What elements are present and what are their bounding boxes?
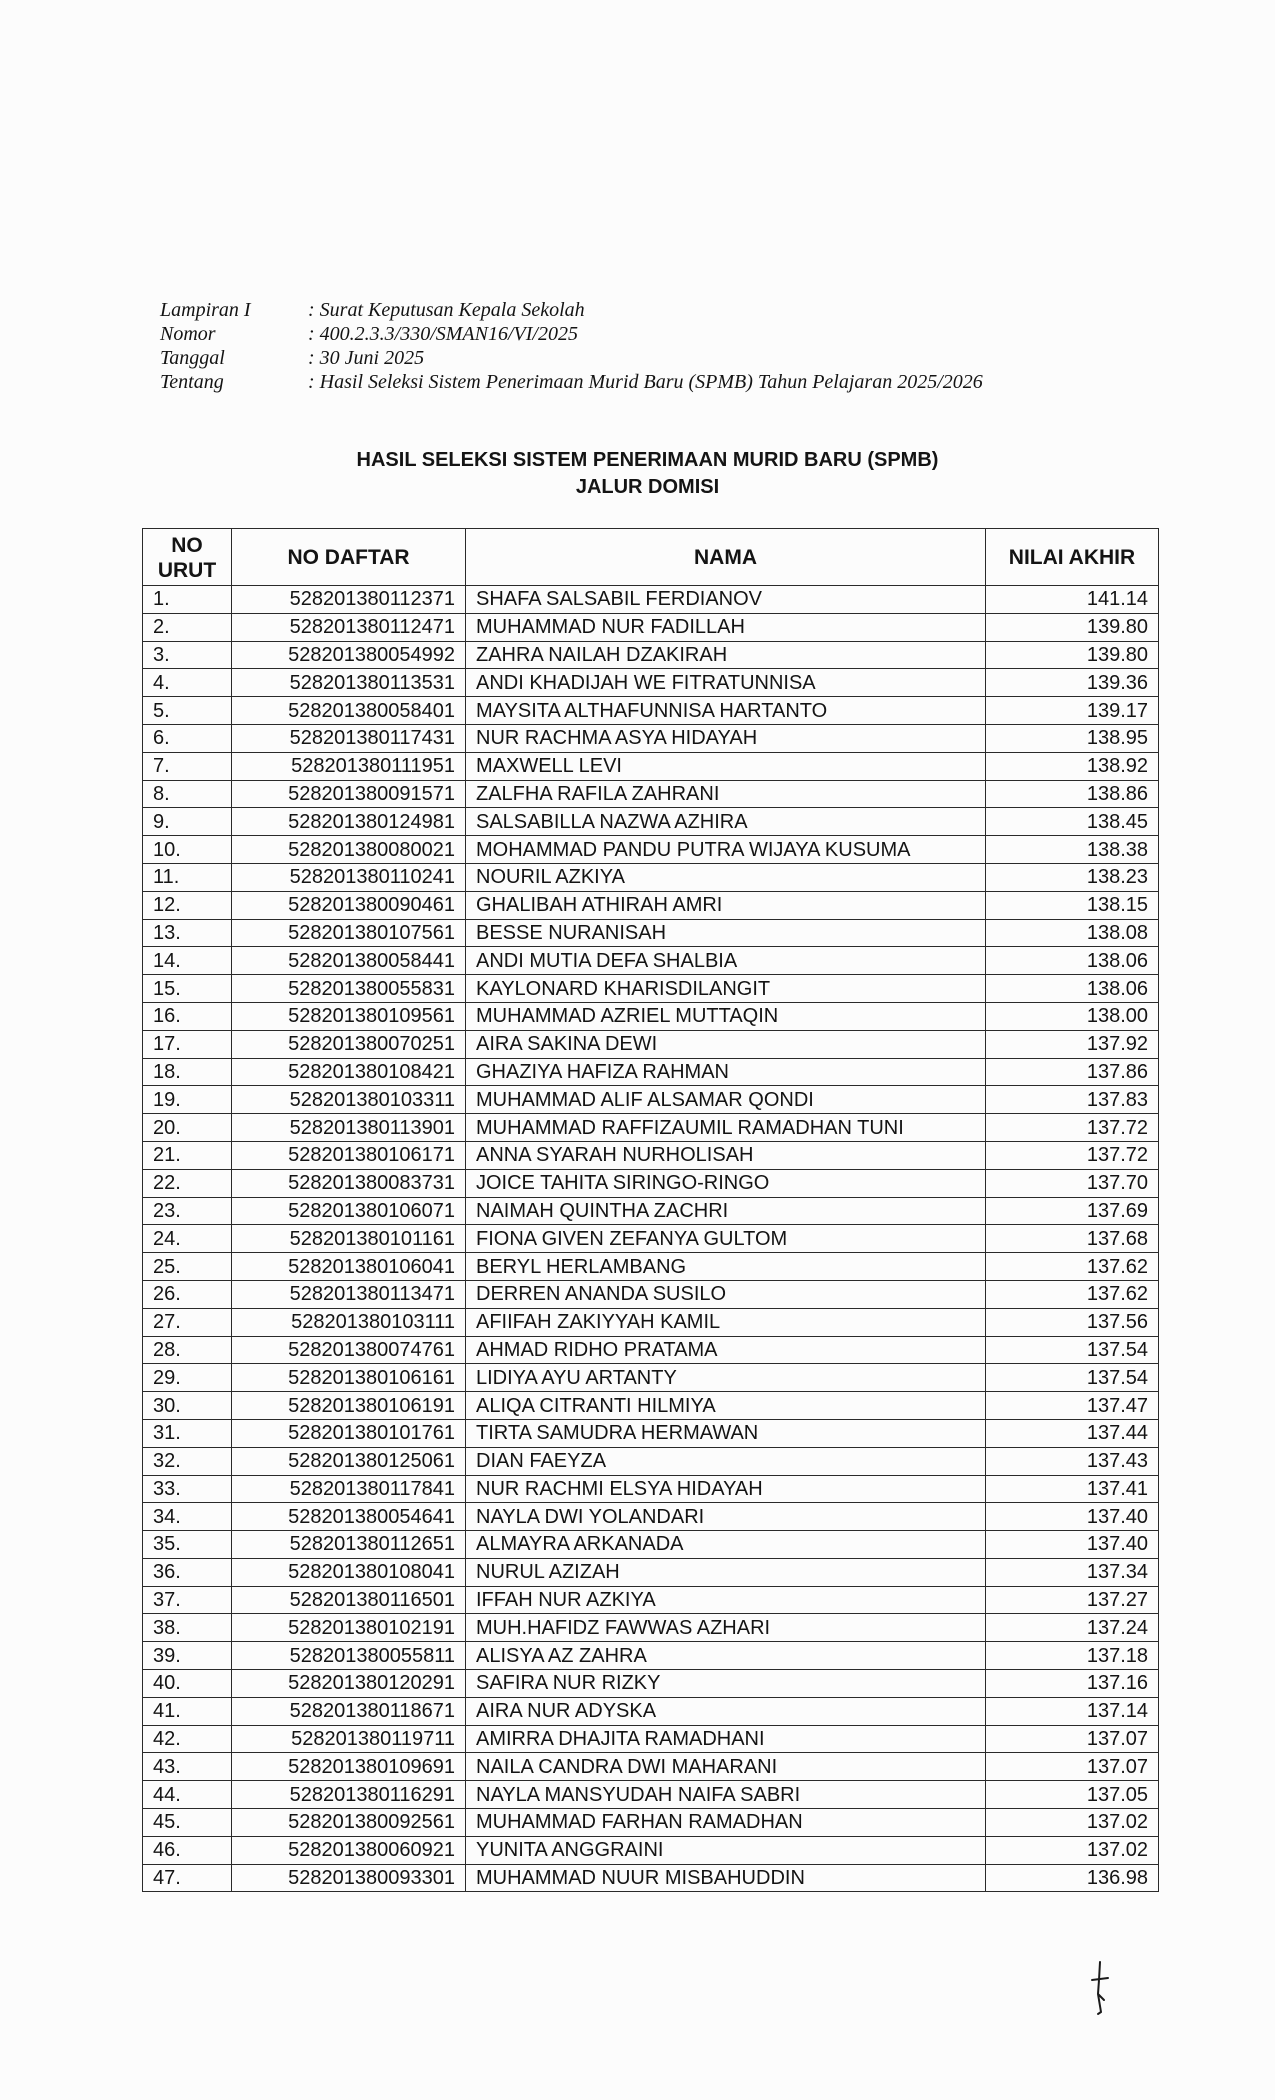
attachment-key: Tanggal <box>160 347 225 369</box>
cell-nama: AIRA SAKINA DEWI <box>466 1030 986 1058</box>
table-row <box>143 724 1159 752</box>
cell-daftar: 528201380074761 <box>232 1336 466 1364</box>
cell-daftar: 528201380054992 <box>232 641 466 669</box>
table-row <box>143 947 1159 975</box>
cell-daftar: 528201380101161 <box>232 1225 466 1253</box>
cell-daftar: 528201380117431 <box>232 724 466 752</box>
cell-no: 10. <box>143 836 232 864</box>
cell-no: 32. <box>143 1447 232 1475</box>
cell-nilai: 137.70 <box>986 1169 1159 1197</box>
cell-no: 45. <box>143 1809 232 1837</box>
cell-no: 18. <box>143 1058 232 1086</box>
cell-no: 44. <box>143 1781 232 1809</box>
table-row <box>143 669 1159 697</box>
cell-daftar: 528201380117841 <box>232 1475 466 1503</box>
table-row <box>143 1058 1159 1086</box>
cell-no: 23. <box>143 1197 232 1225</box>
cell-nama: MUH.HAFIDZ FAWWAS AZHARI <box>466 1614 986 1642</box>
cell-no: 22. <box>143 1169 232 1197</box>
document-subtitle: JALUR DOMISI <box>575 476 720 498</box>
cell-nilai: 136.98 <box>986 1864 1159 1892</box>
attachment-row <box>160 298 983 322</box>
table-row <box>143 1280 1159 1308</box>
cell-no: 15. <box>143 975 232 1003</box>
cell-nilai: 137.27 <box>986 1586 1159 1614</box>
cell-daftar: 528201380070251 <box>232 1030 466 1058</box>
cell-no: 34. <box>143 1503 232 1531</box>
table-row <box>143 863 1159 891</box>
cell-nilai: 137.72 <box>986 1114 1159 1142</box>
cell-nilai: 138.00 <box>986 1002 1159 1030</box>
header-nilai-akhir: NILAI AKHIR <box>986 529 1159 586</box>
cell-nilai: 138.23 <box>986 863 1159 891</box>
cell-nama: MUHAMMAD ALIF ALSAMAR QONDI <box>466 1086 986 1114</box>
cell-no: 33. <box>143 1475 232 1503</box>
cell-daftar: 528201380118671 <box>232 1697 466 1725</box>
attachment-row <box>160 322 983 346</box>
cell-nama: GHALIBAH ATHIRAH AMRI <box>466 891 986 919</box>
cell-nama: FIONA GIVEN ZEFANYA GULTOM <box>466 1225 986 1253</box>
attachment-key: Tentang <box>160 371 224 393</box>
cell-nama: KAYLONARD KHARISDILANGIT <box>466 975 986 1003</box>
cell-daftar: 528201380055831 <box>232 975 466 1003</box>
cell-nilai: 139.17 <box>986 697 1159 725</box>
cell-nilai: 137.43 <box>986 1447 1159 1475</box>
cell-nama: AFIIFAH ZAKIYYAH KAMIL <box>466 1308 986 1336</box>
cell-nilai: 137.16 <box>986 1670 1159 1698</box>
cell-daftar: 528201380058441 <box>232 947 466 975</box>
cell-nama: NAIMAH QUINTHA ZACHRI <box>466 1197 986 1225</box>
cell-nama: AIRA NUR ADYSKA <box>466 1697 986 1725</box>
cell-nilai: 138.15 <box>986 891 1159 919</box>
cell-daftar: 528201380083731 <box>232 1169 466 1197</box>
cell-daftar: 528201380102191 <box>232 1614 466 1642</box>
cell-nama: LIDIYA AYU ARTANTY <box>466 1364 986 1392</box>
cell-nama: MUHAMMAD FARHAN RAMADHAN <box>466 1809 986 1837</box>
cell-nama: NAYLA MANSYUDAH NAIFA SABRI <box>466 1781 986 1809</box>
table-row <box>143 1141 1159 1169</box>
cell-nilai: 137.72 <box>986 1141 1159 1169</box>
cell-no: 1. <box>143 586 232 614</box>
cell-nilai: 137.18 <box>986 1642 1159 1670</box>
cell-nilai: 137.40 <box>986 1531 1159 1559</box>
attachment-value: : 400.2.3.3/330/SMAN16/VI/2025 <box>308 323 578 345</box>
cell-no: 29. <box>143 1364 232 1392</box>
cell-daftar: 528201380112651 <box>232 1531 466 1559</box>
cell-no: 8. <box>143 780 232 808</box>
cell-daftar: 528201380107561 <box>232 919 466 947</box>
cell-daftar: 528201380090461 <box>232 891 466 919</box>
cell-no: 6. <box>143 724 232 752</box>
cell-no: 35. <box>143 1531 232 1559</box>
cell-no: 43. <box>143 1753 232 1781</box>
cell-no: 41. <box>143 1697 232 1725</box>
cell-nilai: 137.56 <box>986 1308 1159 1336</box>
table-row <box>143 1002 1159 1030</box>
cell-daftar: 528201380092561 <box>232 1809 466 1837</box>
table-row <box>143 1114 1159 1142</box>
cell-no: 46. <box>143 1836 232 1864</box>
table-row <box>143 752 1159 780</box>
cell-nama: ZALFHA RAFILA ZAHRANI <box>466 780 986 808</box>
cell-nama: TIRTA SAMUDRA HERMAWAN <box>466 1419 986 1447</box>
cell-nilai: 137.02 <box>986 1809 1159 1837</box>
cell-daftar: 528201380106171 <box>232 1141 466 1169</box>
cell-nilai: 137.54 <box>986 1364 1159 1392</box>
table-header-row <box>143 529 1159 586</box>
cell-daftar: 528201380119711 <box>232 1725 466 1753</box>
table-row <box>143 1197 1159 1225</box>
cell-nilai: 138.06 <box>986 947 1159 975</box>
table-row <box>143 1392 1159 1420</box>
cell-nama: JOICE TAHITA SIRINGO-RINGO <box>466 1169 986 1197</box>
cell-no: 42. <box>143 1725 232 1753</box>
attachment-value: : Hasil Seleksi Sistem Penerimaan Murid Baru (SPMB) Tahun Pelajaran 2025/2026 <box>308 371 983 393</box>
cell-daftar: 528201380103311 <box>232 1086 466 1114</box>
cell-no: 26. <box>143 1280 232 1308</box>
cell-nilai: 138.06 <box>986 975 1159 1003</box>
table-row <box>143 808 1159 836</box>
cell-nilai: 137.02 <box>986 1836 1159 1864</box>
cell-nama: SHAFA SALSABIL FERDIANOV <box>466 586 986 614</box>
cell-daftar: 528201380106191 <box>232 1392 466 1420</box>
cell-nama: AMIRRA DHAJITA RAMADHANI <box>466 1725 986 1753</box>
cell-no: 27. <box>143 1308 232 1336</box>
cell-nilai: 137.34 <box>986 1558 1159 1586</box>
cell-nilai: 137.40 <box>986 1503 1159 1531</box>
cell-nilai: 137.69 <box>986 1197 1159 1225</box>
cell-daftar: 528201380113471 <box>232 1280 466 1308</box>
header-no-daftar: NO DAFTAR <box>232 529 466 586</box>
header-no-urut <box>143 529 232 586</box>
cell-daftar: 528201380113531 <box>232 669 466 697</box>
cell-daftar: 528201380109691 <box>232 1753 466 1781</box>
cell-daftar: 528201380108421 <box>232 1058 466 1086</box>
table-row <box>143 1030 1159 1058</box>
table-row <box>143 1531 1159 1559</box>
cell-nama: MUHAMMAD AZRIEL MUTTAQIN <box>466 1002 986 1030</box>
cell-no: 38. <box>143 1614 232 1642</box>
cell-nilai: 138.86 <box>986 780 1159 808</box>
table-row <box>143 1447 1159 1475</box>
cell-nilai: 139.80 <box>986 641 1159 669</box>
cell-nama: ZAHRA NAILAH DZAKIRAH <box>466 641 986 669</box>
cell-nilai: 137.62 <box>986 1253 1159 1281</box>
cell-daftar: 528201380120291 <box>232 1670 466 1698</box>
table-row <box>143 1169 1159 1197</box>
cell-no: 2. <box>143 613 232 641</box>
cell-nama: ALMAYRA ARKANADA <box>466 1531 986 1559</box>
table-row <box>143 1781 1159 1809</box>
cell-nilai: 137.07 <box>986 1753 1159 1781</box>
cell-daftar: 528201380112371 <box>232 586 466 614</box>
cell-nama: NUR RACHMI ELSYA HIDAYAH <box>466 1475 986 1503</box>
cell-daftar: 528201380109561 <box>232 1002 466 1030</box>
table-row <box>143 1614 1159 1642</box>
header-no-line1: NO <box>171 534 203 557</box>
cell-nilai: 137.62 <box>986 1280 1159 1308</box>
attachment-row <box>160 370 983 394</box>
table-row <box>143 891 1159 919</box>
table-row <box>143 1836 1159 1864</box>
table-row <box>143 1725 1159 1753</box>
cell-daftar: 528201380116291 <box>232 1781 466 1809</box>
attachment-key: Nomor <box>160 323 216 345</box>
cell-daftar: 528201380091571 <box>232 780 466 808</box>
cell-no: 31. <box>143 1419 232 1447</box>
table-row <box>143 1086 1159 1114</box>
cell-nilai: 137.24 <box>986 1614 1159 1642</box>
cell-nilai: 138.92 <box>986 752 1159 780</box>
cell-nama: YUNITA ANGGRAINI <box>466 1836 986 1864</box>
table-row <box>143 1419 1159 1447</box>
cell-nama: NOURIL AZKIYA <box>466 863 986 891</box>
cell-daftar: 528201380124981 <box>232 808 466 836</box>
table-row <box>143 1475 1159 1503</box>
cell-daftar: 528201380125061 <box>232 1447 466 1475</box>
cell-no: 4. <box>143 669 232 697</box>
cell-nilai: 137.86 <box>986 1058 1159 1086</box>
cell-no: 24. <box>143 1225 232 1253</box>
cell-nama: IFFAH NUR AZKIYA <box>466 1586 986 1614</box>
cell-nama: ANDI MUTIA DEFA SHALBIA <box>466 947 986 975</box>
header-no-line2: URUT <box>157 559 217 582</box>
cell-daftar: 528201380054641 <box>232 1503 466 1531</box>
cell-no: 30. <box>143 1392 232 1420</box>
cell-nama: DIAN FAEYZA <box>466 1447 986 1475</box>
cell-no: 28. <box>143 1336 232 1364</box>
attachment-key: Lampiran I <box>160 299 251 321</box>
header-nama: NAMA <box>466 529 986 586</box>
table-row <box>143 1225 1159 1253</box>
cell-daftar: 528201380060921 <box>232 1836 466 1864</box>
cell-nama: MUHAMMAD RAFFIZAUMIL RAMADHAN TUNI <box>466 1114 986 1142</box>
cell-nama: BERYL HERLAMBANG <box>466 1253 986 1281</box>
cell-no: 19. <box>143 1086 232 1114</box>
cell-daftar: 528201380080021 <box>232 836 466 864</box>
cell-daftar: 528201380093301 <box>232 1864 466 1892</box>
attachment-value: : 30 Juni 2025 <box>308 347 425 369</box>
cell-nilai: 137.07 <box>986 1725 1159 1753</box>
document-title: HASIL SELEKSI SISTEM PENERIMAAN MURID BARU (SPMB) <box>356 449 939 471</box>
cell-no: 40. <box>143 1670 232 1698</box>
cell-nama: NUR RACHMA ASYA HIDAYAH <box>466 724 986 752</box>
cell-nilai: 137.83 <box>986 1086 1159 1114</box>
cell-nama: ALIQA CITRANTI HILMIYA <box>466 1392 986 1420</box>
cell-nama: NAYLA DWI YOLANDARI <box>466 1503 986 1531</box>
cell-no: 36. <box>143 1558 232 1586</box>
cell-nama: DERREN ANANDA SUSILO <box>466 1280 986 1308</box>
cell-daftar: 528201380055811 <box>232 1642 466 1670</box>
cell-nilai: 137.14 <box>986 1697 1159 1725</box>
cell-nama: NAILA CANDRA DWI MAHARANI <box>466 1753 986 1781</box>
cell-nilai: 137.41 <box>986 1475 1159 1503</box>
cell-no: 39. <box>143 1642 232 1670</box>
cell-no: 9. <box>143 808 232 836</box>
cell-nama: MAYSITA ALTHAFUNNISA HARTANTO <box>466 697 986 725</box>
cell-daftar: 528201380101761 <box>232 1419 466 1447</box>
cell-nama: NURUL AZIZAH <box>466 1558 986 1586</box>
table-row <box>143 697 1159 725</box>
table-row <box>143 1308 1159 1336</box>
table-row <box>143 1558 1159 1586</box>
table-row <box>143 1697 1159 1725</box>
cell-daftar: 528201380113901 <box>232 1114 466 1142</box>
cell-no: 17. <box>143 1030 232 1058</box>
cell-no: 3. <box>143 641 232 669</box>
cell-nilai: 137.68 <box>986 1225 1159 1253</box>
attachment-row <box>160 346 983 370</box>
cell-nilai: 138.38 <box>986 836 1159 864</box>
table-row <box>143 1642 1159 1670</box>
cell-no: 16. <box>143 1002 232 1030</box>
cell-daftar: 528201380111951 <box>232 752 466 780</box>
cell-daftar: 528201380116501 <box>232 1586 466 1614</box>
table-row <box>143 613 1159 641</box>
cell-daftar: 528201380058401 <box>232 697 466 725</box>
cell-nilai: 141.14 <box>986 586 1159 614</box>
cell-no: 13. <box>143 919 232 947</box>
table-row <box>143 1336 1159 1364</box>
cell-nama: ALISYA AZ ZAHRA <box>466 1642 986 1670</box>
cell-daftar: 528201380106161 <box>232 1364 466 1392</box>
cell-nama: MAXWELL LEVI <box>466 752 986 780</box>
cell-nilai: 137.44 <box>986 1419 1159 1447</box>
attachment-info <box>160 298 983 394</box>
cell-nama: SALSABILLA NAZWA AZHIRA <box>466 808 986 836</box>
cell-daftar: 528201380108041 <box>232 1558 466 1586</box>
cell-no: 5. <box>143 697 232 725</box>
cell-nilai: 137.54 <box>986 1336 1159 1364</box>
cell-no: 37. <box>143 1586 232 1614</box>
cell-nilai: 137.47 <box>986 1392 1159 1420</box>
cell-no: 20. <box>143 1114 232 1142</box>
cell-daftar: 528201380110241 <box>232 863 466 891</box>
table-row <box>143 919 1159 947</box>
cell-nilai: 137.05 <box>986 1781 1159 1809</box>
cell-nama: MUHAMMAD NUUR MISBAHUDDIN <box>466 1864 986 1892</box>
table-row <box>143 586 1159 614</box>
table-row <box>143 1809 1159 1837</box>
cell-no: 25. <box>143 1253 232 1281</box>
cell-nilai: 138.08 <box>986 919 1159 947</box>
table-row <box>143 1586 1159 1614</box>
cell-nilai: 138.45 <box>986 808 1159 836</box>
cell-nilai: 139.36 <box>986 669 1159 697</box>
table-body <box>143 586 1159 1892</box>
cell-nama: MUHAMMAD NUR FADILLAH <box>466 613 986 641</box>
cell-no: 14. <box>143 947 232 975</box>
cell-nama: SAFIRA NUR RIZKY <box>466 1670 986 1698</box>
table-row <box>143 641 1159 669</box>
table-row <box>143 780 1159 808</box>
cell-no: 21. <box>143 1141 232 1169</box>
table-row <box>143 1253 1159 1281</box>
cell-nama: BESSE NURANISAH <box>466 919 986 947</box>
table-row <box>143 1753 1159 1781</box>
cell-nilai: 138.95 <box>986 724 1159 752</box>
table-row <box>143 1864 1159 1892</box>
signature-initial <box>1086 1960 1116 2016</box>
cell-daftar: 528201380106071 <box>232 1197 466 1225</box>
cell-nama: AHMAD RIDHO PRATAMA <box>466 1336 986 1364</box>
table-row <box>143 1670 1159 1698</box>
cell-nama: MOHAMMAD PANDU PUTRA WIJAYA KUSUMA <box>466 836 986 864</box>
table-row <box>143 975 1159 1003</box>
selection-results-table <box>142 528 1159 1892</box>
cell-no: 7. <box>143 752 232 780</box>
cell-no: 12. <box>143 891 232 919</box>
attachment-value: : Surat Keputusan Kepala Sekolah <box>308 299 585 321</box>
cell-daftar: 528201380103111 <box>232 1308 466 1336</box>
cell-nama: GHAZIYA HAFIZA RAHMAN <box>466 1058 986 1086</box>
cell-no: 11. <box>143 863 232 891</box>
cell-no: 47. <box>143 1864 232 1892</box>
cell-nilai: 139.80 <box>986 613 1159 641</box>
cell-nama: ANDI KHADIJAH WE FITRATUNNISA <box>466 669 986 697</box>
table-row <box>143 1364 1159 1392</box>
cell-nama: ANNA SYARAH NURHOLISAH <box>466 1141 986 1169</box>
table-row <box>143 1503 1159 1531</box>
cell-nilai: 137.92 <box>986 1030 1159 1058</box>
cell-daftar: 528201380106041 <box>232 1253 466 1281</box>
cell-daftar: 528201380112471 <box>232 613 466 641</box>
table-row <box>143 836 1159 864</box>
